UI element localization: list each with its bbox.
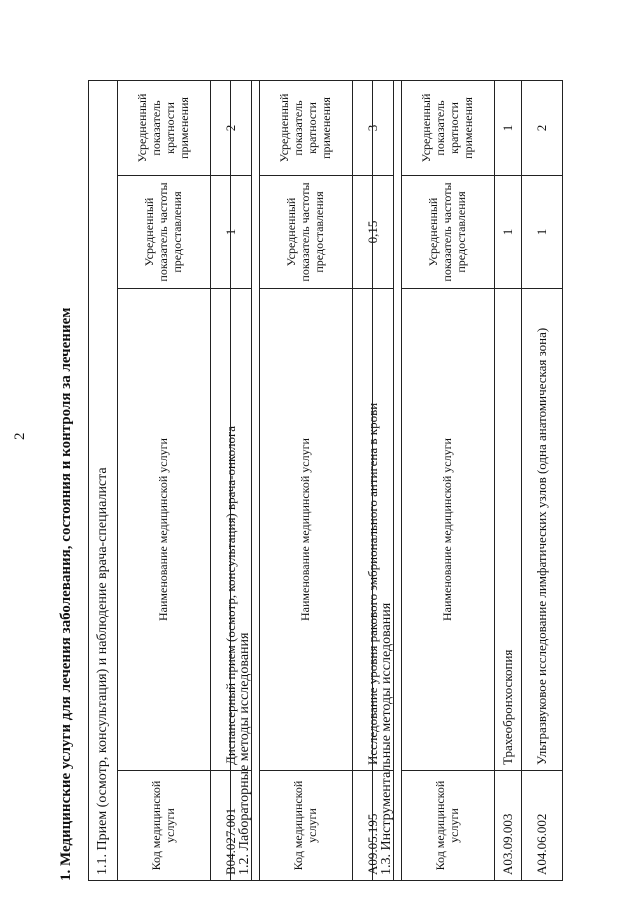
header-code: Код медицинской услуги (260, 771, 353, 881)
cell-name: Ультразвуковое исследование лимфатических узлов (одна анатомическая зона) (522, 289, 563, 771)
cell-multiplicity: 3 (353, 80, 394, 175)
header-code: Код медицинской услуги (402, 771, 495, 881)
cell-frequency: 1 (211, 176, 252, 289)
cell-frequency: 1 (495, 176, 522, 289)
header-frequency: Усредненный показатель частоты предоставления (402, 176, 495, 289)
cell-frequency: 1 (522, 176, 563, 289)
cell-name: Диспансерный прием (осмотр, консультация) врача-онколога (211, 289, 252, 771)
table-row (495, 80, 522, 880)
cell-code: A04.06.002 (522, 771, 563, 881)
table-subtitle: 1.3. Инструментальные методы исследования (373, 80, 402, 880)
cell-frequency: 0,15 (353, 176, 394, 289)
header-frequency: Усредненный показатель частоты предоставления (118, 176, 211, 289)
table-subtitle: 1.2. Лабораторные методы исследования (231, 80, 260, 880)
cell-multiplicity: 2 (211, 80, 252, 175)
cell-code: A03.09.003 (495, 771, 522, 881)
cell-code: A09.05.195 (353, 771, 394, 881)
cell-name: Трахеобронхоскопия (495, 289, 522, 771)
header-name: Наименование медицинской услуги (260, 289, 353, 771)
cell-code: B04.027.001 (211, 771, 252, 881)
header-frequency: Усредненный показатель частоты предоставления (260, 176, 353, 289)
header-multiplicity: Усредненный показатель кратности применения (260, 80, 353, 175)
header-name: Наименование медицинской услуги (118, 289, 211, 771)
table-subtitle: 1.1. Прием (осмотр, консультация) и наблюдение врача-специалиста (89, 80, 118, 880)
cell-name: Исследование уровня ракового эмбрионального антигена в крови (353, 289, 394, 771)
section-title: 1. Медицинские услуги для лечения заболевания, состояния и контроля за лечением (58, 307, 74, 881)
page-number: 2 (12, 432, 28, 440)
header-name: Наименование медицинской услуги (402, 289, 495, 771)
header-multiplicity: Усредненный показатель кратности применения (118, 80, 211, 175)
table-consultations (88, 80, 252, 881)
table-instrumental-methods (372, 80, 563, 881)
header-code: Код медицинской услуги (118, 771, 211, 881)
header-multiplicity: Усредненный показатель кратности применения (402, 80, 495, 175)
table-lab-methods (230, 80, 394, 881)
cell-multiplicity: 2 (522, 80, 563, 175)
table-row (522, 80, 563, 880)
cell-multiplicity: 1 (495, 80, 522, 175)
